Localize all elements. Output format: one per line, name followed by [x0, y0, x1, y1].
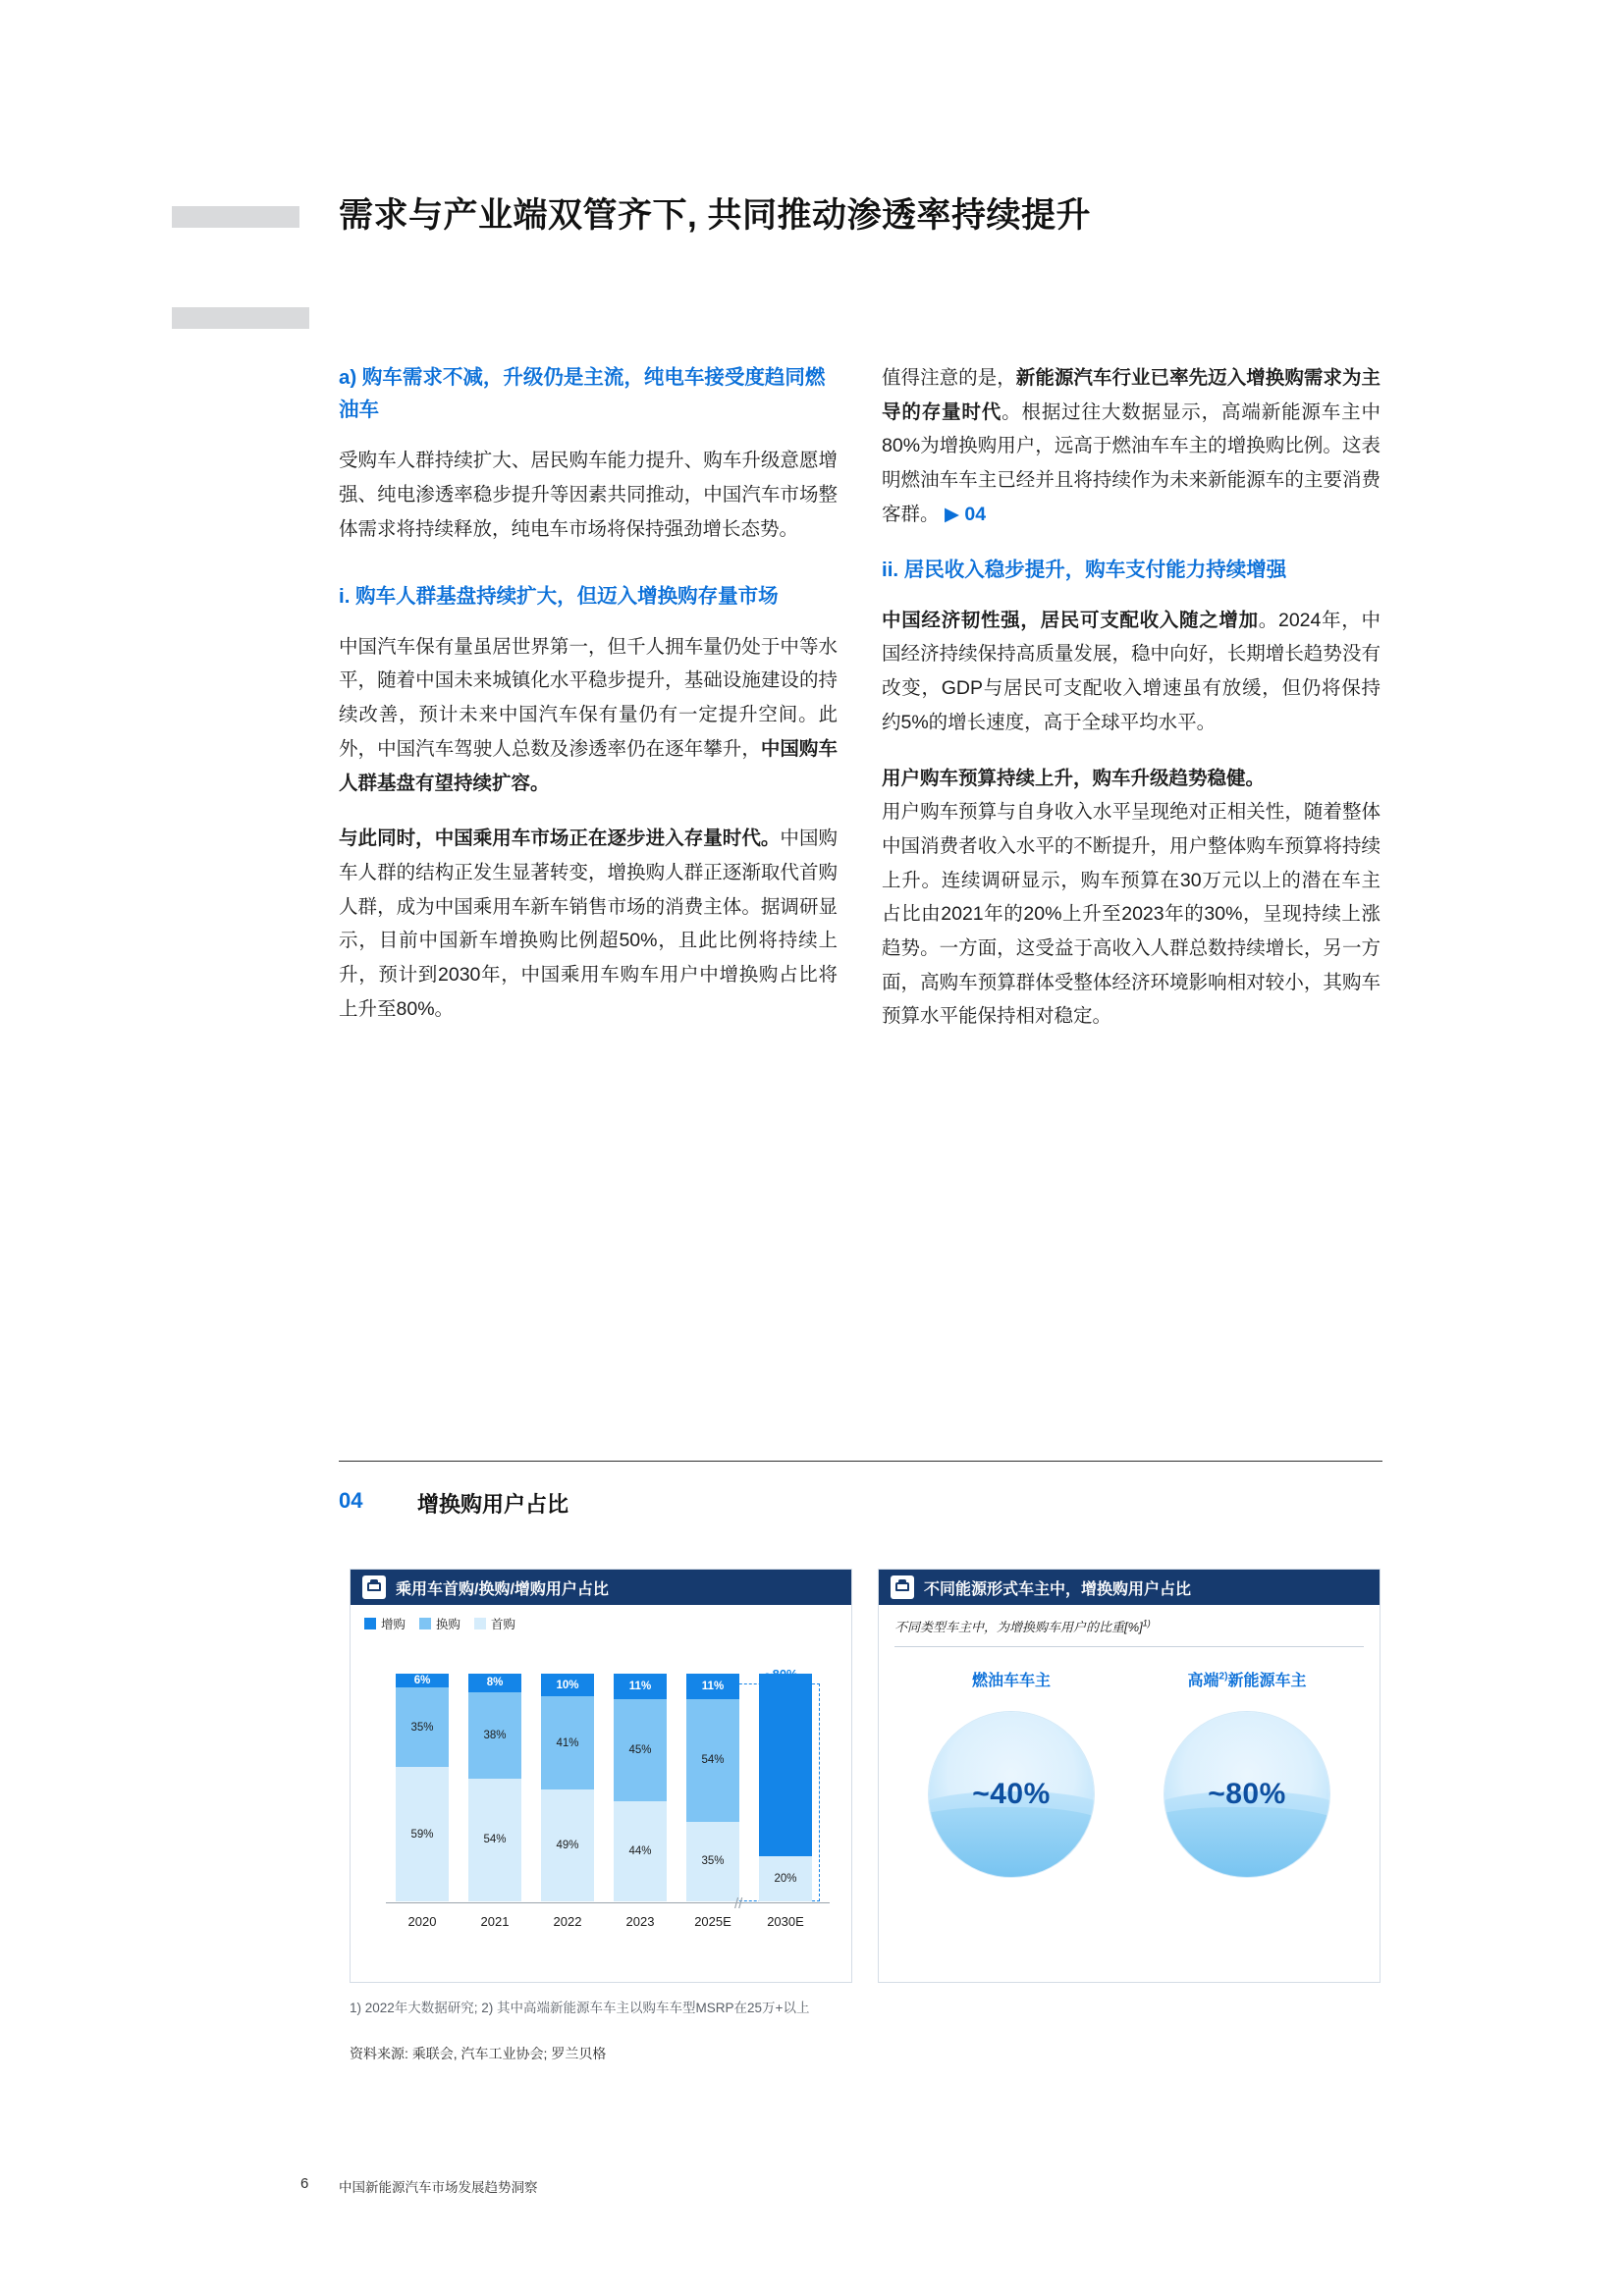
- bubble-group-nev-label-tail: 新能源车主: [1227, 1673, 1307, 1689]
- bar-segment-zenggou-2022: 10%: [541, 1674, 594, 1696]
- legend-item-zenggou: [364, 1615, 406, 1632]
- bar-segment-huangou-2021: 38%: [468, 1692, 521, 1779]
- bubble-nev-value: ~80%: [1208, 1778, 1286, 1810]
- bubble-group-nev-label-text: 高端: [1187, 1673, 1219, 1689]
- bar-segment-huangou-2023: 45%: [614, 1699, 667, 1801]
- left-text-column: [339, 361, 838, 1026]
- chart-panel-right-divider: [894, 1646, 1364, 1647]
- bar-segment-huangou-2020: 35%: [396, 1687, 449, 1767]
- exhibit-title: 增换购用户占比: [417, 1492, 569, 1517]
- bar-segment-zenggou-2021: 8%: [468, 1674, 521, 1692]
- left-paragraph-1: 受购车人群持续扩大、居民购车能力提升、购车升级意愿增强、纯电渗透率稳步提升等因素共同推动，中国汽车市场整体需求将持续释放，纯电车市场将保持强劲增长态势。: [339, 450, 838, 540]
- bubble-group-fuel: [894, 1668, 1128, 1877]
- x-tick-2021: 2021: [480, 1914, 510, 1929]
- bar-2022: [541, 1674, 594, 1901]
- bar-2021: [468, 1674, 521, 1901]
- bubble-wave-front: [929, 1807, 1094, 1877]
- bubble-group-nev-label-sup: 2): [1218, 1671, 1228, 1682]
- x-tick-2020: 2020: [407, 1914, 437, 1929]
- bar-segment-shougou-2023: 44%: [614, 1801, 667, 1901]
- x-tick-2023: 2023: [625, 1914, 655, 1929]
- car-shield-icon: [891, 1575, 914, 1599]
- left-paragraph-2-bold: 中国购车人群基盘有望持续扩容。: [339, 737, 838, 794]
- car-icon: [362, 1575, 386, 1599]
- chart-panel-left: [350, 1569, 852, 1983]
- left-paragraph-3: [339, 822, 838, 1026]
- bubble-group-nev: [1130, 1668, 1364, 1877]
- chart-legend: [364, 1615, 515, 1632]
- section-heading-i: i. 购车人群基盘持续扩大，但迈入增换购存量市场: [339, 584, 779, 608]
- bubble-wave-front-nev: [1164, 1807, 1329, 1877]
- chart-panel-right: [878, 1569, 1380, 1983]
- subnote-text: 不同类型车主中，为增换购车用户的比重[%]: [894, 1620, 1143, 1634]
- left-paragraph-2: [339, 630, 838, 801]
- right-paragraph-1-lead: 值得注意的是，: [882, 367, 1016, 389]
- bar-segment-shougou-2021: 54%: [468, 1779, 521, 1901]
- legend-swatch-zenggou: [364, 1618, 376, 1629]
- stacked-bar-chart: [364, 1642, 838, 1937]
- page-title: 需求与产业端双管齐下, 共同推动渗透率持续提升: [339, 196, 1091, 235]
- bar-2025e: [686, 1674, 739, 1901]
- page-number: 6: [300, 2175, 309, 2192]
- right-text-column: [882, 361, 1380, 1034]
- bar-column-2022: [531, 1674, 604, 1901]
- bar-2023: [614, 1674, 667, 1901]
- section-heading-a: a) 购车需求不减，升级仍是主流，纯电车接受度趋同燃油车: [339, 366, 826, 422]
- exhibit-reference-link[interactable]: ▶ 04: [944, 503, 987, 525]
- bar-column-2021: [459, 1674, 531, 1901]
- bar-segment-shougou-2030e: 20%: [759, 1856, 812, 1901]
- right-paragraph-2: [882, 604, 1380, 740]
- legend-swatch-huangou: [419, 1618, 431, 1629]
- bar-segment-zenggou-2023: 11%: [614, 1674, 667, 1699]
- right-paragraph-3-text: 用户购车预算与自身收入水平呈现绝对正相关性，随着整体中国消费者收入水平的不断提升，用户整体购车预算将持续上升。连续调研显示，购车预算在30万元以上的潜在车主占比由2021年的20%上升至2023年的30%，呈现持续上涨趋势。一方面，这受益于高收入人群总数持续增长，另一方面，高购车预算群体受整体经济环境影响相对较小，其购车预算水平能保持相对稳定。: [882, 801, 1380, 1028]
- right-paragraph-2-text: 。2024年，中国经济持续保持高质量发展，稳中向好，长期增长趋势没有改变，GDP与居民可支配收入增速虽有放缓，但仍将保持约5%的增长速度，高于全球平均水平。: [882, 609, 1380, 733]
- decorative-bar-top: [172, 206, 299, 228]
- bar-2020: [396, 1674, 449, 1901]
- bar-segment-shougou-2025e: 35%: [686, 1822, 739, 1901]
- right-paragraph-3-bold: 用户购车预算持续上升，购车升级趋势稳健。: [882, 767, 1266, 789]
- bar-segment-zenggou-2020: 6%: [396, 1674, 449, 1687]
- x-tick-2025e: 2025E: [694, 1914, 731, 1929]
- axis-break-marker: //: [734, 1896, 743, 1912]
- chart-panel-right-title: 不同能源形式车主中，增换购用户占比: [924, 1580, 1192, 1598]
- right-paragraph-3: [882, 762, 1380, 1035]
- right-paragraph-2-bold: 中国经济韧性强，居民可支配收入随之增加: [882, 609, 1259, 631]
- chart-panel-left-header: [351, 1570, 851, 1605]
- bar-column-2020: [386, 1674, 459, 1901]
- legend-swatch-shougou: [474, 1618, 486, 1629]
- chart-x-axis: [386, 1902, 830, 1903]
- bar-segment-huangou-2022: 41%: [541, 1696, 594, 1789]
- exhibit-footnote: 1) 2022年大数据研究; 2) 其中高端新能源车车主以购车车型MSRP在25万+以上: [350, 2001, 810, 2015]
- exhibit-source: 资料来源: 乘联会, 汽车工业协会; 罗兰贝格: [350, 2046, 607, 2061]
- subnote-superscript: 1): [1142, 1618, 1151, 1629]
- legend-label-huangou: 换购: [436, 1618, 461, 1631]
- chart-bars: [386, 1674, 830, 1901]
- bar-2030e: [759, 1674, 812, 1901]
- legend-item-shougou: [474, 1615, 515, 1632]
- footer-document-title: 中国新能源汽车市场发展趋势洞察: [339, 2180, 538, 2195]
- bar-segment-shougou-2022: 49%: [541, 1789, 594, 1901]
- bar-column-2030e: [749, 1674, 822, 1901]
- legend-label-shougou: 首购: [491, 1618, 516, 1631]
- right-paragraph-1-bold: 新能源汽车行业已率先迈入增换购需求为主导的存量时代: [882, 367, 1380, 423]
- left-paragraph-3-text: 中国购车人群的结构正发生显著转变，增换购人群正逐渐取代首购人群，成为中国乘用车新车销售市场的消费主体。据调研显示，目前中国新车增换购比例超50%，且此比例将持续上升，预计到2030年，中国乘用车购车用户中增换购占比将上升至80%。: [339, 828, 838, 1020]
- bar-segment-zenggou-2030e: [759, 1674, 812, 1856]
- bubble-nev: [1164, 1712, 1329, 1877]
- chart-x-tick-labels: [386, 1914, 830, 1929]
- exhibit-number: 04: [339, 1488, 363, 1513]
- legend-label-zenggou: 增购: [381, 1618, 406, 1631]
- chart-panel-right-header: [879, 1570, 1380, 1605]
- bar-column-2023: [604, 1674, 677, 1901]
- bubble-group-fuel-label: 燃油车车主: [971, 1673, 1051, 1689]
- chart-panel-right-subnote: [894, 1617, 1151, 1635]
- bar-segment-huangou-2025e: 54%: [686, 1699, 739, 1822]
- right-paragraph-1: [882, 361, 1380, 532]
- section-heading-ii: ii. 居民收入稳步提升，购车支付能力持续增强: [882, 558, 1287, 581]
- bar-column-2025e: [677, 1674, 749, 1901]
- legend-item-huangou: [419, 1615, 460, 1632]
- x-tick-2022: 2022: [553, 1914, 582, 1929]
- bar-segment-shougou-2020: 59%: [396, 1767, 449, 1901]
- chart-panel-left-title: 乘用车首购/换购/增购用户占比: [396, 1580, 609, 1598]
- x-tick-2030e: 2030E: [767, 1914, 804, 1929]
- left-paragraph-2-text: 中国汽车保有量虽居世界第一，但千人拥车量仍处于中等水平，随着中国未来城镇化水平稳步提升，基础设施建设的持续改善，预计未来中国汽车保有量仍有一定提升空间。此外，中国汽车驾驶人总数及渗透率仍在逐年攀升，: [339, 635, 838, 760]
- decorative-bar-second: [172, 307, 309, 329]
- bar-segment-zenggou-2025e: 11%: [686, 1674, 739, 1699]
- bubble-fuel-value: ~40%: [972, 1778, 1051, 1810]
- left-paragraph-3-bold: 与此同时，中国乘用车市场正在逐步进入存量时代。: [339, 828, 781, 850]
- bubble-fuel: [929, 1712, 1094, 1877]
- bubble-group-nev-label: [1130, 1668, 1364, 1690]
- exhibit-divider: [339, 1461, 1382, 1462]
- right-paragraph-1-tail: 。根据过往大数据显示，高端新能源车主中80%为增换购用户，远高于燃油车车主的增换购比例。这表明燃油车车主已经并且将持续作为未来新能源车的主要消费客群。: [882, 400, 1380, 525]
